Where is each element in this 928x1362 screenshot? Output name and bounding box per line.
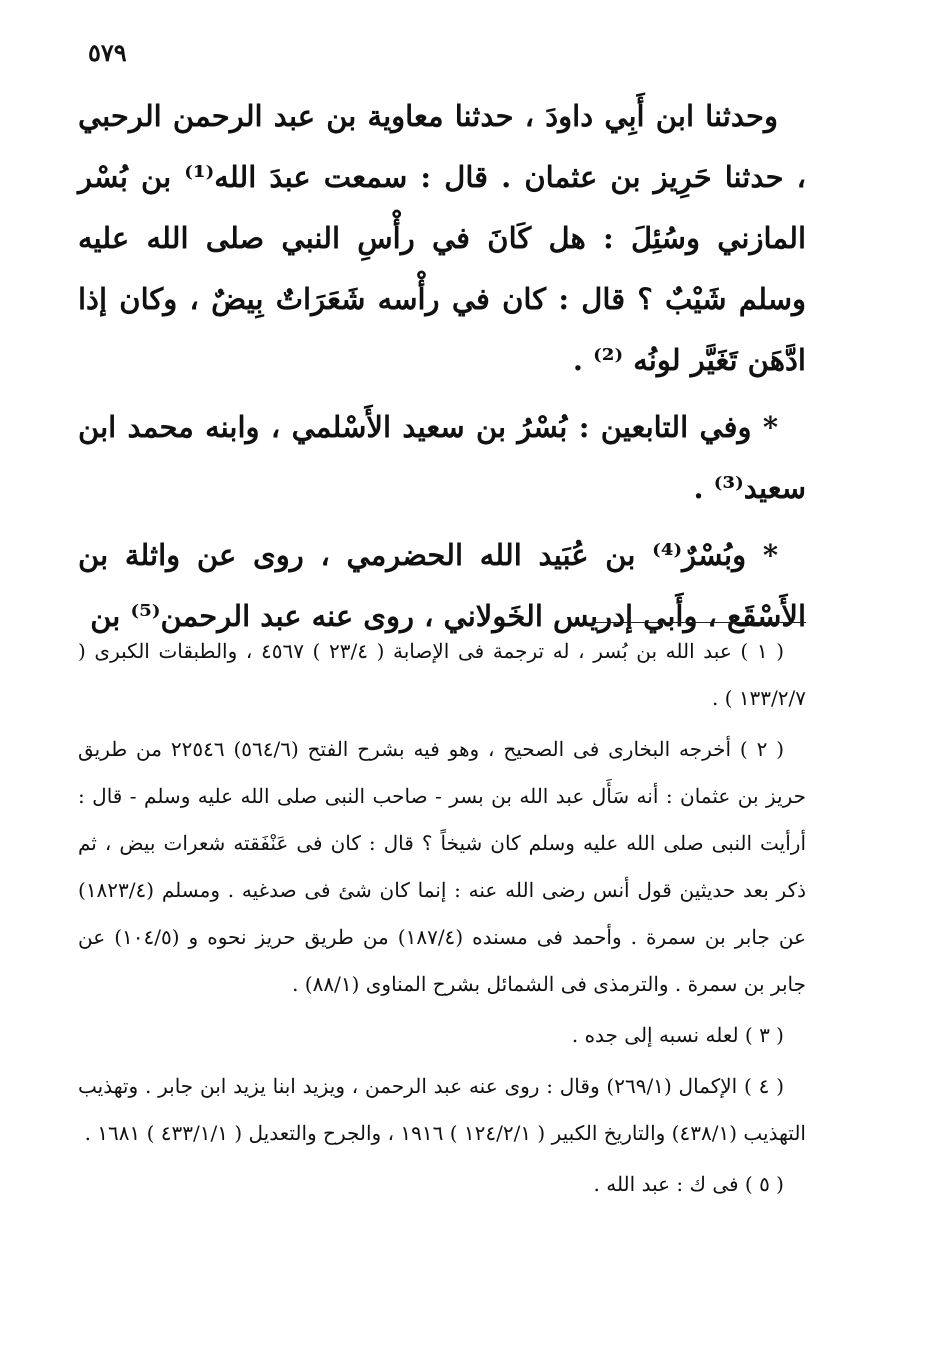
footnote-5: ( ٥ ) فى ك : عبد الله . (593, 1172, 784, 1196)
main-paragraph-1: وحدثنا ابن أَبِي داودَ ، حدثنا معاوية بن عبد الرحمن الرحبي ، حدثنا حَرِيز بن عثمان . قال : سمعت عبدَ الله⁽¹⁾ بن بُسْر المازني وسُئِلَ : هل كَانَ في رأْسِ النبي صلى الله عليه وسلم شَيْبٌ ؟ قال : كان في رأْسه شَعَرَاتٌ بِيضٌ ، وكان إذا ادَّهَن تَغَيَّر لونُه ⁽²⁾ . (78, 99, 806, 377)
page-number: ٥٧٩ (88, 38, 127, 67)
main-paragraph-3: * وبُسْرٌ⁽⁴⁾ بن عُبَيد الله الحضرمي ، روى عن واثلة بن الأَسْقَع ، وأَبي إدريس الخَولاني ، روى عنه عبد الرحمن⁽⁵⁾ بن (78, 538, 806, 633)
footnote-2: ( ٢ ) أخرجه البخارى فى الصحيح ، وهو فيه بشرح الفتح (٥٦٤/٦) ٢٢٥٤٦ من طريق حريز بن عثمان : أنه سَأَل عبد الله بن بسر - صاحب النبى صلى الله عليه وسلم - قال : أرأيت النبى صلى الله عليه وسلم كان شيخاً ؟ قال : كان فى عَنْفَقته شعرات بيض ، ثم ذكر بعد حديثين قول أنس رضى الله عنه : إنما كان شئ فى صدغيه . ومسلم (١٨٢٣/٤) عن جابر بن سمرة . وأحمد فى مسنده (١٨٧/٤) من طريق حريز نحوه و (١٠٤/٥) عن جابر بن سمرة . والترمذى فى الشمائل بشرح المناوى (٨٨/١) . (78, 737, 806, 996)
footnote-1: ( ١ ) عبد الله بن بُسر ، له ترجمة فى الإصابة ( ٢٣/٤ ) ٤٥٦٧ ، والطبقات الكبرى ( ١٣٣/٢/٧ ) . (78, 639, 806, 710)
footnote-separator (592, 622, 806, 623)
footnote-3: ( ٣ ) لعله نسبه إلى جده . (571, 1023, 784, 1047)
main-paragraph-2: * وفي التابعين : بُسْرُ بن سعيد الأَسْلمي ، وابنه محمد ابن سعيد⁽³⁾ . (78, 410, 806, 505)
footnotes (78, 628, 806, 1208)
footnote-4: ( ٤ ) الإكمال (٢٦٩/١) وقال : روى عنه عبد الرحمن ، ويزيد ابنا يزيد ابن جابر . وتهذيب التهذيب (٤٣٨/١) والتاريخ الكبير ( ١٢٤/٢/١ ) ١٩١٦ ، والجرح والتعديل ( ٤٣٣/١/١ ) ١٦٨١ . (78, 1074, 806, 1145)
main-text (78, 86, 806, 647)
